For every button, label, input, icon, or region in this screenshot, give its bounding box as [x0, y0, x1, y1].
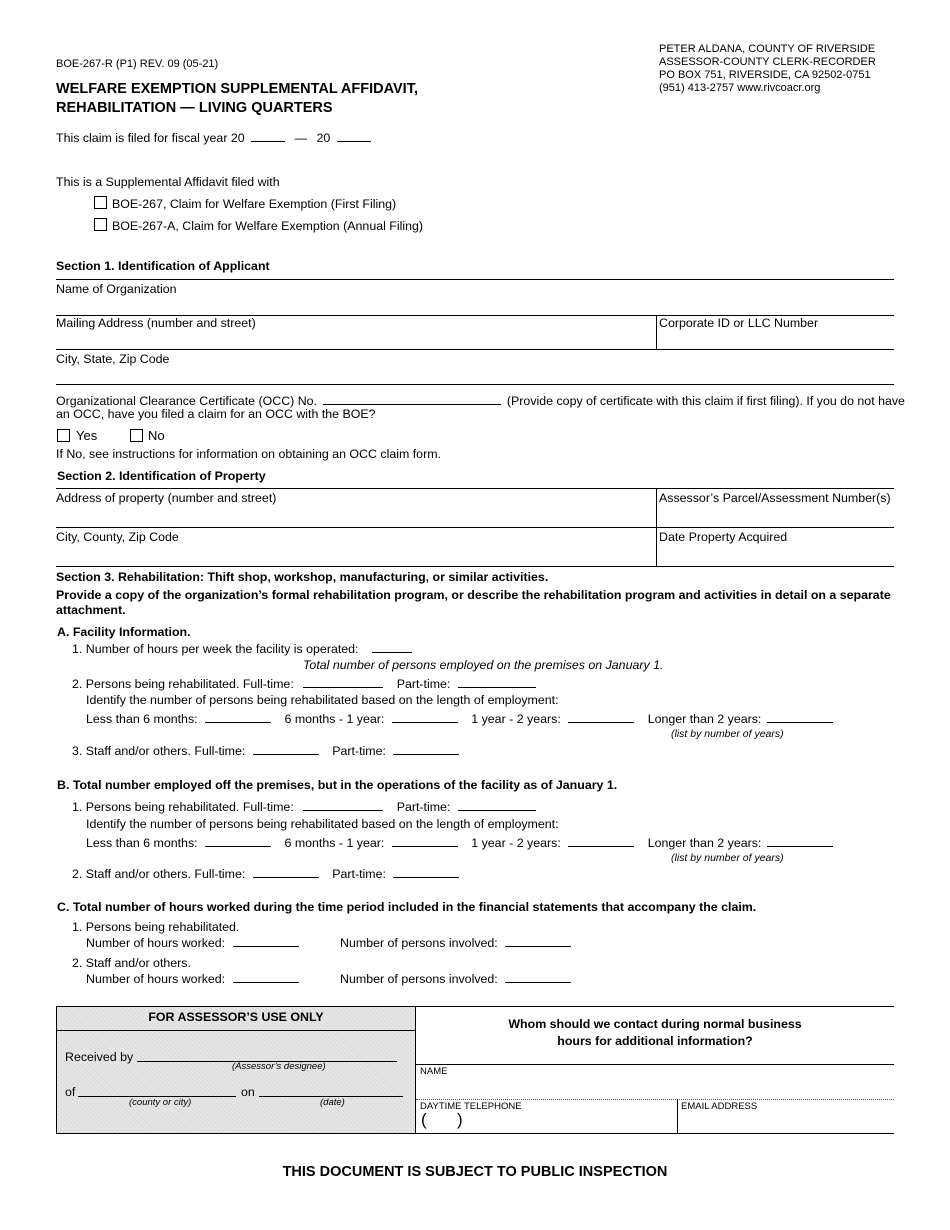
email-address-label: EMAIL ADDRESS [681, 1101, 758, 1112]
b1-6m1y-label: 6 months - 1 year: [284, 836, 385, 850]
public-inspection-notice: THIS DOCUMENT IS SUBJECT TO PUBLIC INSPECTION [282, 1164, 668, 1180]
c2-line [86, 971, 571, 986]
divider [56, 384, 894, 385]
divider [56, 527, 894, 528]
parcel-number-label: Assessor’s Parcel/Assessment Number(s) [659, 491, 891, 505]
c1-persons-label: Number of persons involved: [340, 936, 498, 950]
date-acquired-field[interactable] [659, 545, 894, 565]
fiscal-year-prefix: This claim is filed for fiscal year 20 [56, 131, 245, 145]
contact-name-label: NAME [420, 1066, 448, 1077]
a2-line [72, 676, 536, 691]
b1-less6-field[interactable] [205, 835, 271, 847]
b1-longer2-label: Longer than 2 years: [647, 836, 762, 850]
c1-label: 1. Persons being rehabilitated. [72, 920, 240, 934]
b1-6m1y-field[interactable] [392, 835, 458, 847]
c1-persons-field[interactable] [505, 935, 571, 947]
section-b-heading: B. Total number employed off the premises, but in the operations of the facility as of January 1. [57, 778, 618, 792]
a2-parttime-field[interactable] [458, 676, 536, 688]
supplemental-intro: This is a Supplemental Affidavit filed with [56, 175, 280, 189]
parcel-number-field[interactable] [659, 506, 894, 526]
org-name-label: Name of Organization [56, 282, 177, 296]
phone-paren-open: ( [421, 1110, 427, 1129]
hours-per-week-line [72, 641, 412, 656]
boe-267a-checkbox[interactable] [94, 218, 107, 231]
a2-fulltime-label: 2. Persons being rehabilitated. Full-time: [72, 677, 294, 691]
a2-1y2y-label: 1 year - 2 years: [471, 712, 561, 726]
b1-longer2-field[interactable] [767, 835, 833, 847]
a2-1y2y-field[interactable] [568, 711, 634, 723]
city-state-zip-label: City, State, Zip Code [56, 352, 170, 366]
assessor-address-block [659, 43, 876, 95]
divider [56, 1006, 894, 1007]
occ-number-field[interactable] [323, 393, 501, 405]
a3-parttime-field[interactable] [393, 743, 459, 755]
hours-per-week-label: 1. Number of hours per week the facility is operated: [72, 642, 359, 656]
assessor-line2: ASSESSOR-COUNTY CLERK-RECORDER [659, 56, 876, 68]
b1-line [72, 799, 536, 814]
section1-heading: Section 1. Identification of Applicant [56, 259, 270, 273]
fiscal-year-mid: 20 [316, 131, 331, 145]
org-name-field[interactable] [56, 296, 894, 314]
divider [56, 279, 894, 280]
a2-longer2-label: Longer than 2 years: [647, 712, 762, 726]
corporate-id-field[interactable] [659, 330, 894, 348]
section-c-heading: C. Total number of hours worked during the time period included in the financial statements that accompany the claim. [57, 900, 757, 914]
a2-6m1y-label: 6 months - 1 year: [284, 712, 385, 726]
a2-longer2-field[interactable] [767, 711, 833, 723]
c2-persons-field[interactable] [505, 971, 571, 983]
b1-identify-text: Identify the number of persons being rehabilitated based on the length of employment: [86, 817, 559, 831]
occ-label: Organizational Clearance Certificate (OCC) No. [56, 394, 317, 408]
hours-per-week-field[interactable] [372, 641, 412, 653]
b1-parttime-field[interactable] [458, 799, 536, 811]
divider [56, 1133, 894, 1134]
c2-hours-label: Number of hours worked: [86, 972, 226, 986]
email-address-field[interactable] [681, 1113, 891, 1131]
a2-less6-field[interactable] [205, 711, 271, 723]
b2-fulltime-field[interactable] [253, 866, 319, 878]
divider [416, 1099, 894, 1100]
form-id: BOE-267-R (P1) REV. 09 (05-21) [56, 58, 219, 70]
b2-fulltime-label: 2. Staff and/or others. Full-time: [72, 867, 246, 881]
a2-parttime-label: Part-time: [396, 677, 451, 691]
total-employed-note: Total number of persons employed on the premises on January 1. [303, 658, 664, 672]
b1-duration-line [86, 835, 833, 850]
mailing-address-field[interactable] [56, 330, 654, 348]
divider [56, 566, 894, 567]
form-title-line1: WELFARE EXEMPTION SUPPLEMENTAL AFFIDAVIT, [56, 81, 418, 97]
boe-267-label: BOE-267, Claim for Welfare Exemption (First Filing) [112, 197, 397, 211]
b1-list-years-note: (list by number of years) [671, 852, 784, 864]
property-city-field[interactable] [56, 545, 654, 565]
a3-fulltime-label: 3. Staff and/or others. Full-time: [72, 744, 246, 758]
occ-question: an OCC, have you filed a claim for an OCC with the BOE? [56, 407, 376, 421]
fiscal-year-dash: — [294, 131, 307, 145]
assessor-line4: (951) 413-2757 www.rivcoacr.org [659, 82, 821, 94]
fiscal-year-end-field[interactable] [337, 130, 371, 142]
a2-6m1y-field[interactable] [392, 711, 458, 723]
daytime-telephone-label: DAYTIME TELEPHONE [420, 1101, 522, 1112]
date-acquired-label: Date Property Acquired [659, 530, 788, 544]
property-address-label: Address of property (number and street) [56, 491, 277, 505]
contact-name-field[interactable] [420, 1078, 890, 1098]
divider [56, 349, 894, 350]
c2-hours-field[interactable] [233, 971, 299, 983]
section3-instructions-line1: Provide a copy of the organization’s formal rehabilitation program, or describe the rehabilitation program and activities in detail on a separate [56, 588, 891, 602]
a2-list-years-note: (list by number of years) [671, 728, 784, 740]
c2-persons-label: Number of persons involved: [340, 972, 498, 986]
contact-question-line2: hours for additional information? [557, 1034, 753, 1048]
occ-instructions: (Provide copy of certificate with this claim if first filing). If you do not have [506, 394, 905, 408]
section3-instructions-line2: attachment. [56, 603, 126, 617]
fiscal-year-start-field[interactable] [251, 130, 285, 142]
property-city-label: City, County, Zip Code [56, 530, 179, 544]
divider [416, 1064, 894, 1065]
b1-1y2y-field[interactable] [568, 835, 634, 847]
b2-parttime-field[interactable] [393, 866, 459, 878]
divider [56, 1030, 416, 1031]
b1-less6-label: Less than 6 months: [86, 836, 198, 850]
b2-line [72, 866, 459, 881]
a2-identify-text: Identify the number of persons being rehabilitated based on the length of employment: [86, 693, 559, 707]
occ-line [56, 393, 905, 408]
assessor-designee-caption: (Assessor’s designee) [232, 1061, 326, 1072]
c2-label: 2. Staff and/or others. [72, 956, 191, 970]
contact-question-line1: Whom should we contact during normal business [508, 1017, 802, 1031]
c1-hours-field[interactable] [233, 935, 299, 947]
section2-heading: Section 2. Identification of Property [57, 469, 266, 483]
form-title-line2: REHABILITATION — LIVING QUARTERS [56, 100, 333, 116]
phone-number-field[interactable] [470, 1113, 670, 1131]
divider [656, 315, 657, 349]
c1-hours-label: Number of hours worked: [86, 936, 226, 950]
assessor-line3: PO BOX 751, RIVERSIDE, CA 92502-0751 [659, 69, 871, 81]
facility-info-heading: A. Facility Information. [57, 625, 191, 639]
occ-yes-checkbox[interactable] [57, 429, 70, 442]
assessor-line1: PETER ALDANA, COUNTY OF RIVERSIDE [659, 43, 876, 55]
of-label: of [65, 1085, 76, 1099]
b1-1y2y-label: 1 year - 2 years: [471, 836, 561, 850]
boe-267-checkbox[interactable] [94, 196, 107, 209]
corporate-id-label: Corporate ID or LLC Number [659, 316, 819, 330]
assessor-use-title: FOR ASSESSOR’S USE ONLY [148, 1010, 324, 1024]
occ-no-checkbox[interactable] [130, 429, 143, 442]
a2-fulltime-field[interactable] [303, 676, 383, 688]
section3-heading: Section 3. Rehabilitation: Thift shop, workshop, manufacturing, or similar activities. [56, 570, 549, 584]
property-address-field[interactable] [56, 506, 654, 526]
occ-no-label: No [148, 428, 165, 443]
b1-fulltime-label: 1. Persons being rehabilitated. Full-time: [72, 800, 294, 814]
a2-less6-label: Less than 6 months: [86, 712, 198, 726]
a3-parttime-label: Part-time: [332, 744, 386, 758]
on-label: on [241, 1085, 255, 1099]
received-by-label: Received by [65, 1050, 134, 1064]
county-city-caption: (county or city) [129, 1097, 192, 1108]
divider [56, 1006, 57, 1134]
a3-line [72, 743, 459, 758]
boe-267a-label: BOE-267-A, Claim for Welfare Exemption (Annual Filing) [112, 219, 424, 233]
a2-duration-line [86, 711, 833, 726]
divider [56, 488, 894, 489]
phone-area-code-field[interactable] [430, 1113, 454, 1131]
city-state-zip-field[interactable] [56, 366, 894, 384]
occ-if-no-note: If No, see instructions for information on obtaining an OCC claim form. [56, 447, 441, 461]
fiscal-year-line [56, 130, 371, 145]
mailing-address-label: Mailing Address (number and street) [56, 316, 256, 330]
date-caption: (date) [320, 1097, 345, 1108]
divider [677, 1099, 678, 1134]
phone-paren-close: ) [457, 1110, 463, 1129]
b2-parttime-label: Part-time: [332, 867, 386, 881]
b1-fulltime-field[interactable] [303, 799, 383, 811]
b1-parttime-label: Part-time: [396, 800, 451, 814]
c1-line [86, 935, 571, 950]
a3-fulltime-field[interactable] [253, 743, 319, 755]
occ-yes-label: Yes [76, 428, 98, 443]
